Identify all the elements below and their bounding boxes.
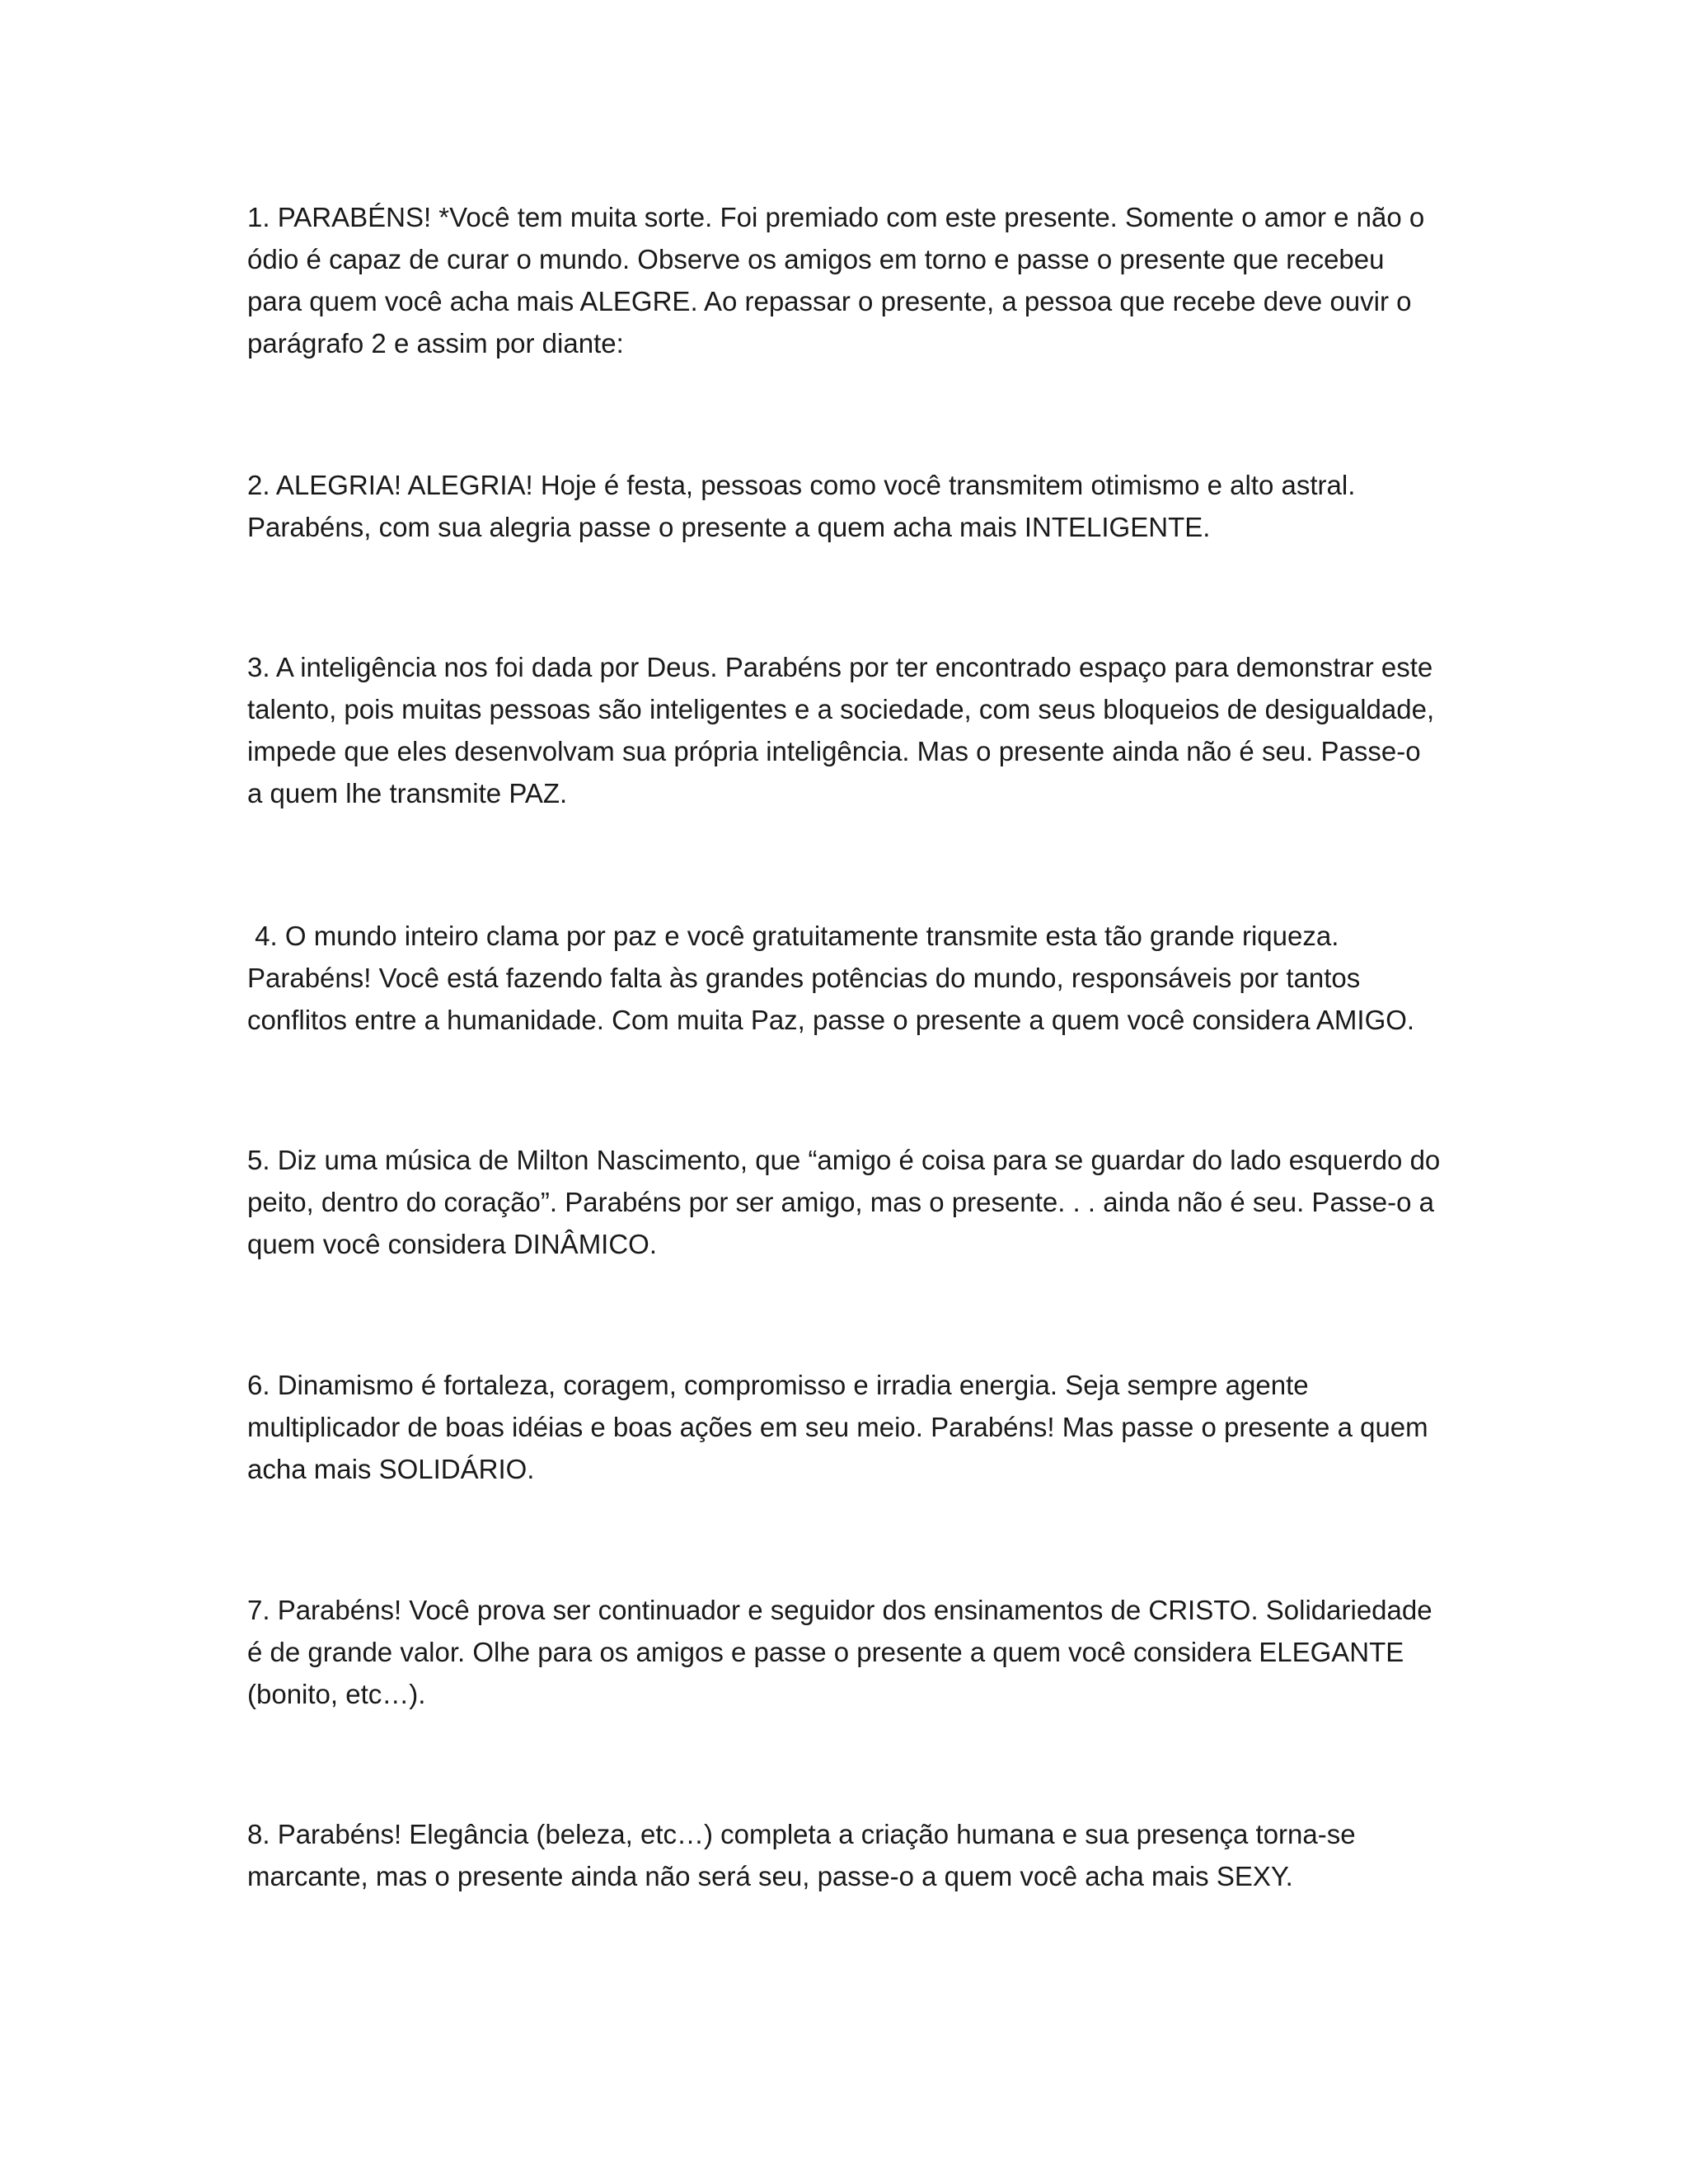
paragraph-8: 8. Parabéns! Elegância (beleza, etc…) completa a criação humana e sua presença torna-se marcante, mas o presente ainda não será seu, passe-o a quem você acha mais SEXY. [247,1819,1363,1891]
paragraph-5: 5. Diz uma música de Milton Nascimento, que “amigo é coisa para se guardar do lado esquerdo do peito, dentro do coração”. Parabéns por ser amigo, mas o presente. . . ainda não é seu. Passe-o a quem você considera DINÂMICO. [247,1145,1448,1259]
paragraph-6: 6. Dinamismo é fortaleza, coragem, compromisso e irradia energia. Seja sempre agente multiplicador de boas idéias e boas ações em seu meio. Parabéns! Mas passe o presente a quem acha mais SOLIDÁRIO. [247,1370,1436,1484]
paragraph-7: 7. Parabéns! Você prova ser continuador e seguidor dos ensinamentos de CRISTO. Solidariedade é de grande valor. Olhe para os amigos e passe o presente a quem você considera ELEGANTE (bonito, etc…). [247,1595,1440,1709]
paragraph-1: 1. PARABÉNS! *Você tem muita sorte. Foi premiado com este presente. Somente o amor e não o ódio é capaz de curar o mundo. Observe os amigos em torno e passe o presente que recebeu para quem você acha mais ALEGRE. Ao repassar o presente, a pessoa que recebe deve ouvir o parágrafo 2 e assim por diante: [247,202,1432,359]
paragraph-2: 2. ALEGRIA! ALEGRIA! Hoje é festa, pessoas como você transmitem otimismo e alto astral. Parabéns, com sua alegria passe o presente a quem acha mais INTELIGENTE. [247,470,1363,542]
paragraph-3: 3. A inteligência nos foi dada por Deus. Parabéns por ter encontrado espaço para demonstrar este talento, pois muitas pessoas são inteligentes e a sociedade, com seus bloqueios de desigualdade, impede que eles desenvolvam sua própria inteligência. Mas o presente ainda não é seu. Passe-o a quem lhe transmite PAZ. [247,652,1442,808]
paragraph-4: 4. O mundo inteiro clama por paz e você gratuitamente transmite esta tão grande riqueza. Parabéns! Você está fazendo falta às grandes potências do mundo, responsáveis por tantos conflitos entre a humanidade. Com muita Paz, passe o presente a quem você considera AMIGO. [247,921,1415,1035]
